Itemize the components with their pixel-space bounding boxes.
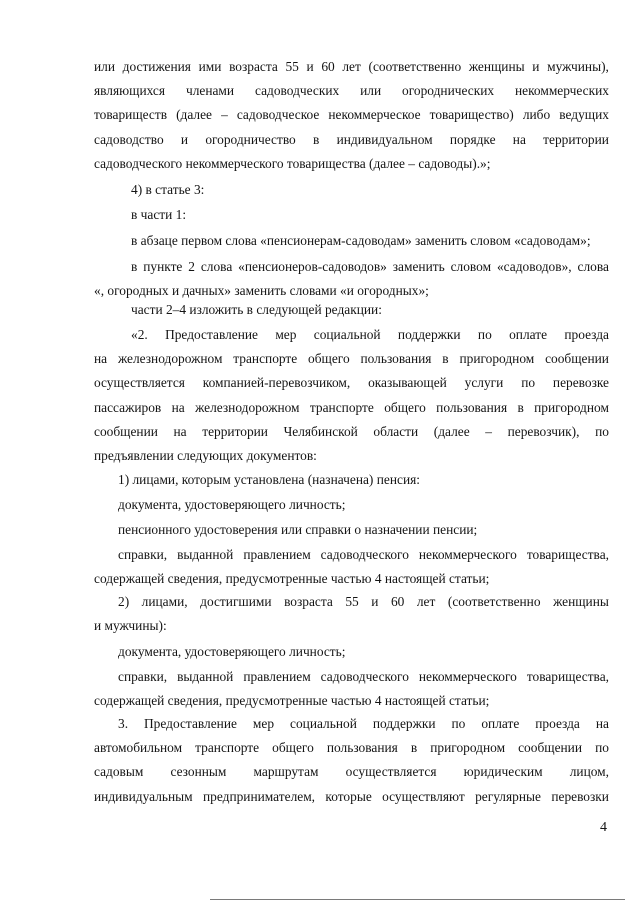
- text-line: документа, удостоверяющего личность;: [118, 644, 346, 659]
- text-line: в абзаце первом слова «пенсионерам-садоводам» заменить словом «садоводам»;: [131, 233, 591, 248]
- text-line: автомобильном транспорте общего пользования в пригородном сообщении по: [94, 740, 609, 755]
- text-line: в пункте 2 слова «пенсионеров-садоводов» заменить словом «садоводов», слова: [131, 259, 609, 274]
- text-line: «, огородных и дачных» заменить словами «и огородных»;: [94, 283, 429, 298]
- text-line: пассажиров на железнодорожном транспорте общего пользования в пригородном: [94, 400, 609, 415]
- text-line: садоводческого некоммерческого товарищества (далее – садоводы).»;: [94, 156, 491, 171]
- text-line: пенсионного удостоверения или справки о назначении пенсии;: [118, 522, 478, 537]
- text-line: содержащей сведения, предусмотренные частью 4 настоящей статьи;: [94, 693, 490, 708]
- page-number: 4: [600, 820, 607, 835]
- text-line: 4) в статье 3:: [131, 182, 205, 197]
- text-line: «2. Предоставление мер социальной поддержки по оплате проезда: [131, 327, 609, 342]
- text-line: 1) лицами, которым установлена (назначена) пенсия:: [118, 472, 421, 487]
- text-line: справки, выданной правлением садоводческого некоммерческого товарищества,: [118, 669, 609, 684]
- text-line: или достижения ими возраста 55 и 60 лет (соответственно женщины и мужчины),: [94, 59, 609, 74]
- text-line: 3. Предоставление мер социальной поддержки по оплате проезда на: [118, 716, 609, 731]
- text-line: документа, удостоверяющего личность;: [118, 497, 346, 512]
- text-line: и мужчины):: [94, 618, 167, 633]
- text-line: содержащей сведения, предусмотренные частью 4 настоящей статьи;: [94, 571, 490, 586]
- text-line: товариществ (далее – садоводческое некоммерческое товарищество) либо ведущих: [94, 107, 609, 122]
- text-line: на железнодорожном транспорте общего пользования в пригородном сообщении: [94, 351, 609, 366]
- text-line: в части 1:: [131, 207, 187, 222]
- text-line: части 2–4 изложить в следующей редакции:: [131, 302, 382, 317]
- text-line: садоводство и огородничество в индивидуальном порядке на территории: [94, 132, 609, 147]
- text-line: индивидуальным предпринимателем, которые осуществляют регулярные перевозки: [94, 789, 609, 804]
- text-line: садовым сезонным маршрутам осуществляется юридическим лицом,: [94, 764, 609, 779]
- text-line: 2) лицами, достигшими возраста 55 и 60 лет (соответственно женщины: [118, 594, 609, 609]
- text-line: осуществляется компанией-перевозчиком, оказывающей услуги по перевозке: [94, 375, 609, 390]
- text-line: справки, выданной правлением садоводческого некоммерческого товарищества,: [118, 547, 609, 562]
- text-line: являющихся членами садоводческих или огороднических некоммерческих: [94, 83, 609, 98]
- bottom-rule: [210, 899, 625, 900]
- text-line: предъявлении следующих документов:: [94, 448, 317, 463]
- text-line: сообщении на территории Челябинской области (далее – перевозчик), по: [94, 424, 609, 439]
